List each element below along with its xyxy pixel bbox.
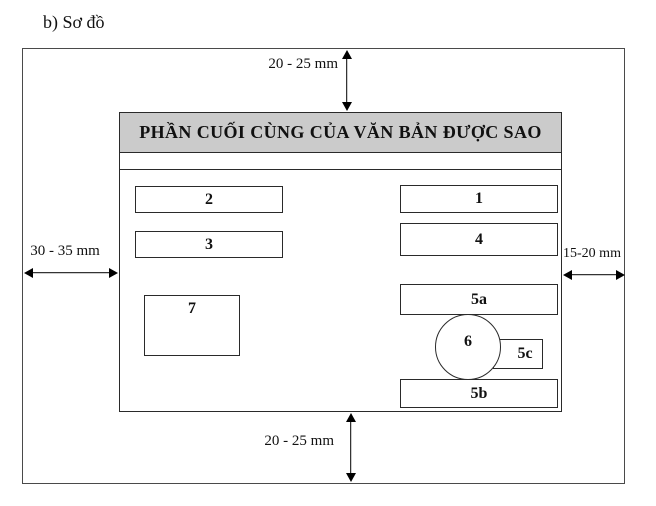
right-margin-double-arrow-icon [563, 268, 625, 281]
header-divider-line [120, 169, 561, 170]
left-margin-double-arrow-icon [24, 266, 118, 279]
document-header-title: PHẦN CUỐI CÙNG CỦA VĂN BẢN ĐƯỢC SAO [139, 122, 542, 142]
box-5a [400, 284, 558, 315]
box-7-label: 7 [188, 300, 196, 317]
right-margin-label: 15-20 mm [563, 246, 621, 261]
box-2-label: 2 [205, 190, 213, 208]
box-5b [400, 379, 558, 408]
box-5b-label: 5b [470, 384, 488, 402]
document-header-bar [120, 113, 561, 153]
top-margin-label: 20 - 25 mm [268, 56, 338, 72]
box-3 [135, 231, 283, 258]
box-5c-label: 5c [517, 345, 533, 362]
box-1 [400, 185, 558, 213]
top-margin-double-arrow-icon [340, 50, 353, 111]
box-7 [144, 295, 240, 356]
box-5a-label: 5a [471, 290, 487, 308]
circle-6 [435, 314, 501, 380]
bottom-margin-double-arrow-icon [344, 413, 357, 482]
box-2 [135, 186, 283, 213]
circle-6-label: 6 [464, 333, 472, 350]
left-margin-label: 30 - 35 mm [30, 243, 100, 259]
box-1-label: 1 [475, 190, 483, 207]
box-4 [400, 223, 558, 256]
box-3-label: 3 [205, 235, 213, 253]
box-4-label: 4 [475, 230, 483, 248]
bottom-margin-label: 20 - 25 mm [264, 433, 334, 449]
page-caption: b) Sơ đồ [43, 12, 105, 32]
